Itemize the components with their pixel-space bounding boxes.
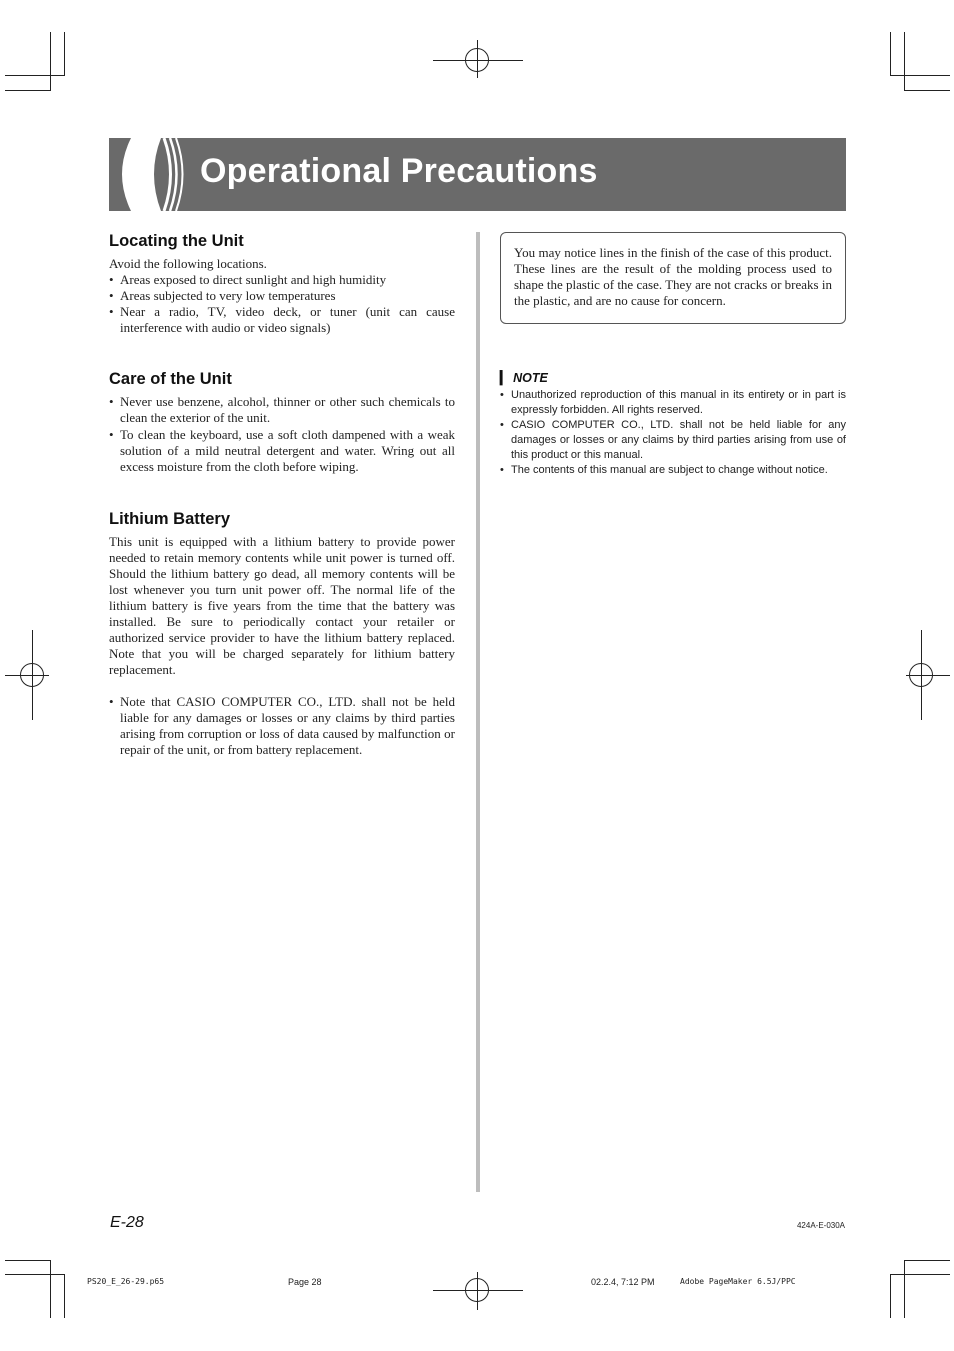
slug-date: 02.2.4, 7:12 PM [591, 1277, 655, 1287]
column-divider [476, 232, 480, 1192]
battery-paragraph: This unit is equipped with a lithium battery to provide power needed to retain memory contents while unit power is turned off. Should the lithium battery go dead, all memory contents will be lost whenever you turn unit power off. The normal life of the lithium battery is five years from the time that the battery was installed. Be sure to periodically contact your retailer or authorized service provider to have the lithium battery replaced. Note that you will be charged separately for lithium battery replacement. [109, 534, 455, 677]
list-item: • Note that CASIO COMPUTER CO., LTD. shall not be held liable for any damages or losses or any claims by third parties arising from corruption or loss of data caused by malfunction or repair of the unit, or from battery replacement. [109, 694, 455, 758]
bullet-list [109, 394, 455, 475]
list-item: • Unauthorized reproduction of this manual in its entirety or in part is expressly forbidden. All rights reserved. [500, 388, 846, 418]
section-care [109, 370, 455, 475]
slug-application: Adobe PageMaker 6.5J/PPC [680, 1277, 796, 1286]
document-code: 424A-E-030A [796, 1221, 845, 1230]
bullet-list [109, 694, 455, 758]
note-heading-text: NOTE [513, 371, 548, 385]
list-item: • CASIO COMPUTER CO., LTD. shall not be held liable for any damages or losses or any claims by third parties arising from use of this product or this manual. [500, 418, 846, 463]
list-item: • The contents of this manual are subject to change without notice. [500, 463, 846, 478]
list-item: • Near a radio, TV, video deck, or tuner (unit can cause interference with audio or video signals) [109, 304, 455, 336]
section-heading: Lithium Battery [109, 510, 231, 528]
left-column [109, 232, 455, 758]
list-item: • Areas exposed to direct sunlight and high humidity [109, 272, 455, 288]
section-heading: Locating the Unit [109, 232, 244, 250]
list-item: • To clean the keyboard, use a soft cloth dampened with a weak solution of a mild neutral detergent and water. Wring out all excess moisture from the cloth before wiping. [109, 427, 455, 475]
page-number: E-28 [110, 1214, 144, 1231]
note-marker-icon: ▎ [500, 371, 510, 385]
bullet-list [109, 272, 455, 336]
banner-arc-decoration [109, 138, 199, 211]
page-title: Operational Precautions [200, 152, 598, 190]
note-heading [500, 370, 846, 385]
title-banner [109, 138, 846, 211]
slug-filename: PS20_E_26-29.p65 [87, 1277, 165, 1286]
section-lithium-battery [109, 510, 455, 758]
list-item: • Areas subjected to very low temperatures [109, 288, 455, 304]
section-locating [109, 232, 455, 336]
notice-box: You may notice lines in the finish of the case of this product. These lines are the result of the molding process used to shape the plastic of the case. They are not cracks or breaks in the plastic, and are no cause for concern. [500, 232, 846, 324]
section-intro: Avoid the following locations. [109, 256, 267, 271]
list-item: • Never use benzene, alcohol, thinner or other such chemicals to clean the exterior of the unit. [109, 394, 455, 426]
note-block [500, 370, 846, 478]
right-column [500, 232, 846, 478]
note-list [500, 388, 846, 478]
slug-page: Page 28 [288, 1277, 322, 1287]
section-heading: Care of the Unit [109, 370, 232, 388]
